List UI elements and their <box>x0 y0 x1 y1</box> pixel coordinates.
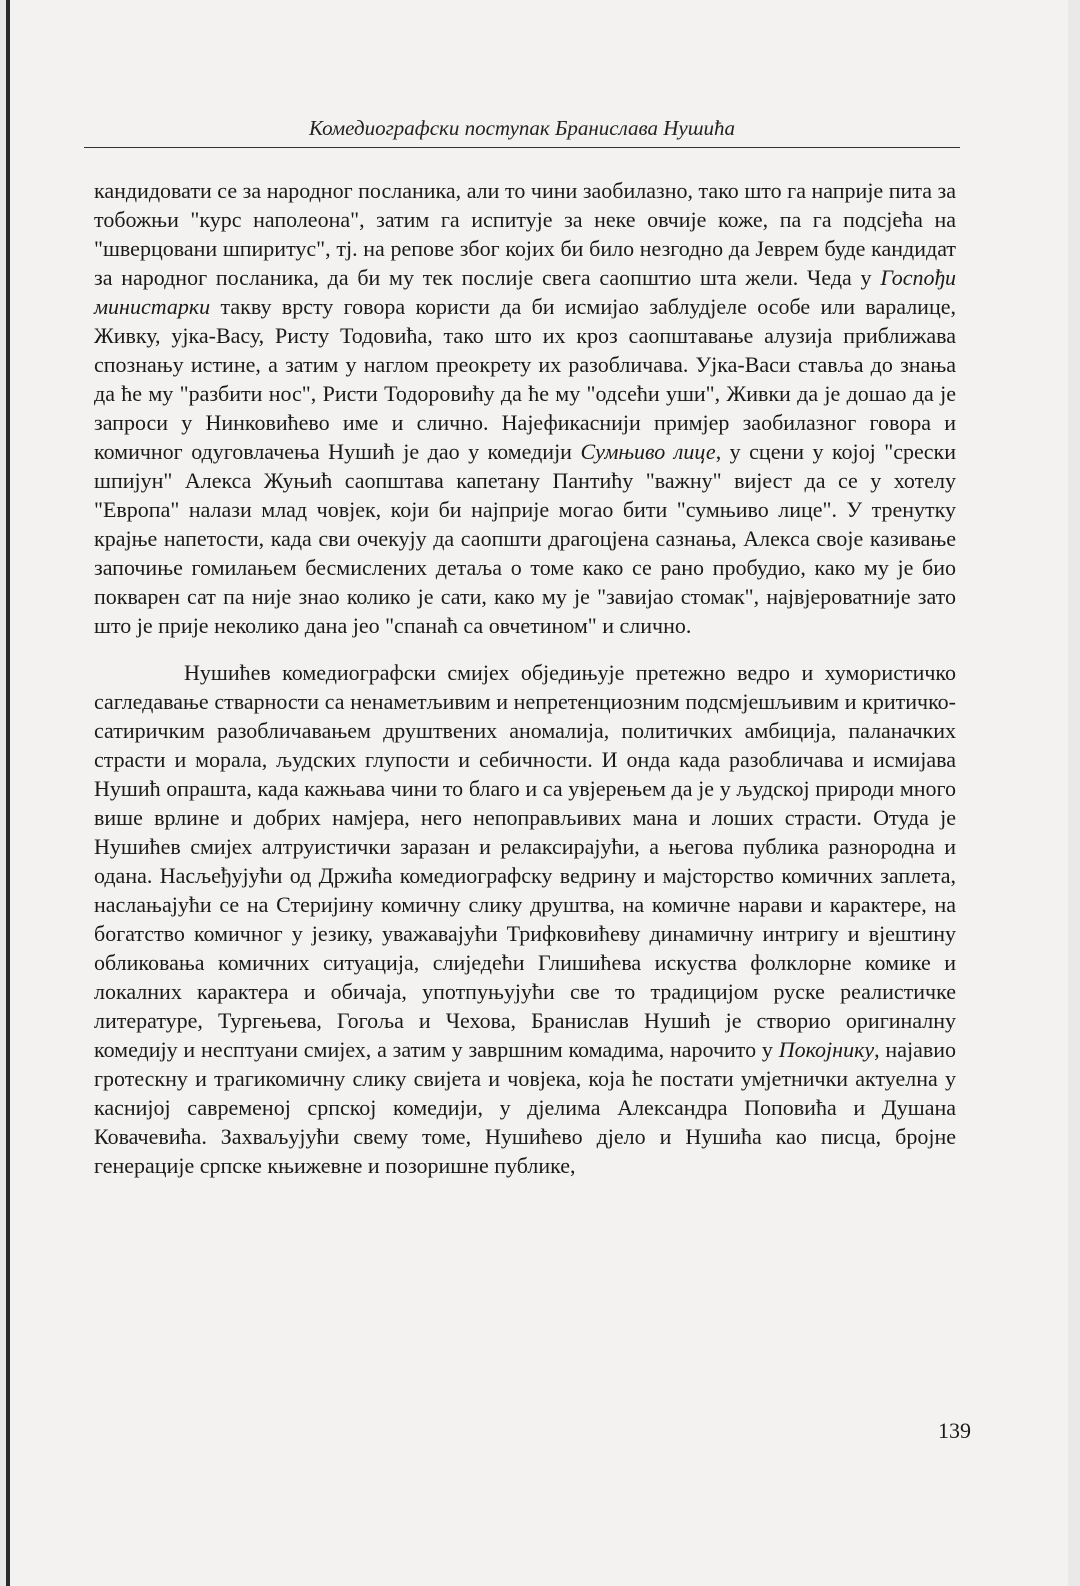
paragraph-1-text-c: , у сцени у којој "среcки шпијун" Алекса Жуњић саопштава капетану Пантићу "важну" вијест да се у хотелу "Европа" налази млад човјек, који би најприје могао бити "сумњиво лице". У тренутку крајње напетости, када сви очекују да саопшти драгоцјена сазнања, Алекса своје казивање започиње гомилањем бесмислених детаља о томе како се рано пробудио, како му је био покварен сат па није знао колико је сати, како му је "завијао стомак", највјероватније зато што је прије неколико дана јео "спанаћ са овчетином" и слично. <box>94 439 956 638</box>
title-sumnjivo-lice: Сумњиво лице <box>580 439 716 464</box>
title-gospodji-ministarki: Госпођи министарки <box>94 265 956 319</box>
running-header: Комедиографски поступак Бранислава Нушића <box>84 116 960 148</box>
paragraph-1-text-b: такву врсту говора користи да би исмијао заблудјеле особе или варалице, Живку, ујка-Васу, Ристу Тодовића, тако што их кроз саопштавање алузија приближава спознању истине, а затим у наглом преокрету их разобличава. Ујка-Васи ставља до знања да ће му "разбити нос", Ристи Тодоровићу да ће му "одсећи уши", Живки да је дошао да је запроси у Нинковићево име и слично. Најефикаснији примјер заобилазног говора и комичног одуговлачења Нушић је дао у комедији <box>94 294 956 464</box>
paragraph-2 <box>94 658 956 1180</box>
paragraph-1 <box>94 176 956 640</box>
paragraph-2-text-a: Нушићев комедиографски смијех обједињује претежно ведро и хумористичко сагледавање стварности са ненаметљивим и непретенциозним подсмјешљивим и критичко-сатиричким разобличавањем друштвених аномалија, политичких амбиција, паланачких страсти и морала, људских глупости и себичности. И онда када разобличава и исмијава Нушић опрашта, када кажњава чини то благо и са увјерењем да је у људској природи много више врлине и добрих намјера, него непоправљивих мана и лоших страсти. Отуда је Нушићев смијех алтруистички заразан и релаксирајући, а његова публика разнородна и одана. Насљеђујући од Држића комедиографску ведрину и мајсторство комичних заплета, наслањајући се на Стеријину комичну слику друштва, на комичне нарави и карактере, на богатство комичног у језику, уважавајући Трифковићеву динамичну интригу и вјештину обликовања комичних ситуација, слиједећи Глишићева искуства фолклорне комике и локалних карактера и обичаја, употпуњујући све то традицијом руске реалистичке литературе, Тургењева, Гогоља и Чехова, Бранислав Нушић је створио оригиналну комедију и несптуани смијех, а затим у завршним комадима, нарочито у <box>94 660 956 1062</box>
title-pokojniku: Покојнику <box>778 1037 875 1062</box>
paragraph-2-text-b: , најавио гротескну и трагикомичну слику свијета и човјека, која ће постати умјетнички актуелна у каснијој савременој српској комедији, у дјелима Александра Поповића и Душана Ковачевића. Захваљујући свему томе, Нушићево дјело и Нушића као писца, бројне генерације српске књижевне и позоришне публике, <box>94 1037 957 1178</box>
page-number: 139 <box>938 1418 971 1443</box>
paragraph-1-text-a: кандидовати се за народног посланика, али то чини заобилазно, тако што га наприје пита за тобожњи "курс наполеона", затим га испитује за неке овчије коже, па га подсјећа на "шверцовани шпиритус", тј. на репове због којих би било незгодно да Јеврем буде кандидат за народног посланика, да би му тек послије свега саопштио шта жели. Чеда у <box>94 178 956 290</box>
page-body <box>94 176 956 1180</box>
book-page <box>6 0 1068 1586</box>
